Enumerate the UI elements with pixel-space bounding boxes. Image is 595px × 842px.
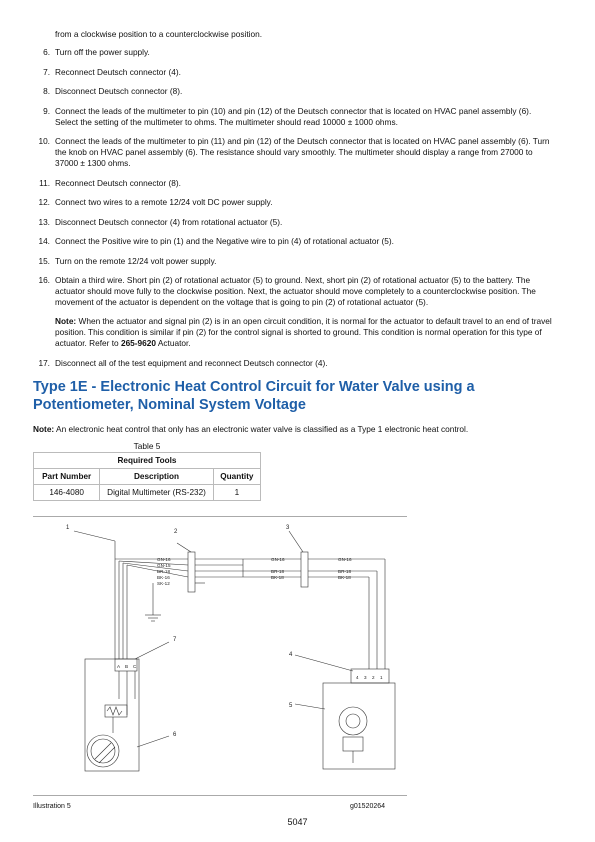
pin-label: 2 xyxy=(372,675,375,680)
section-heading: Type 1E - Electronic Heat Control Circuit for Water Valve using a Potentiometer, Nominal System Voltage xyxy=(33,379,475,413)
column-header: Part Number xyxy=(34,469,100,485)
step-number: 16. xyxy=(38,275,50,285)
step-15 xyxy=(28,256,553,267)
wire-label: BK-16 xyxy=(157,575,170,580)
step-number: 7. xyxy=(43,66,50,77)
step-number: 12. xyxy=(38,197,50,207)
step-number: 6. xyxy=(43,47,50,57)
wire-label: BK-18 xyxy=(271,575,284,580)
step-text: Connect the leads of the multimeter to pin (11) and pin (12) of the Deutsch connector that is located on HVAC panel assembly (6). Turn the knob on HVAC panel assembly (6). The resistance should vary smoothly. The multimeter should display a range from 27000 to 37000 ± 1300 ohms. xyxy=(55,136,550,168)
callout-6: 6 xyxy=(173,732,177,738)
step-number: 10. xyxy=(38,136,50,146)
table-cell: 1 xyxy=(213,485,260,501)
step-16 xyxy=(28,275,553,349)
step-text: Connect two wires to a remote 12/24 volt DC power supply. xyxy=(55,197,273,207)
pin-label: C xyxy=(133,664,137,669)
step-number: 15. xyxy=(38,255,50,266)
table-cell: Digital Multimeter (RS-232) xyxy=(100,485,214,501)
column-header: Description xyxy=(100,469,214,485)
note-text-end: Actuator. xyxy=(156,338,191,348)
page-number: 5047 xyxy=(287,817,308,827)
procedure-steps xyxy=(28,47,553,377)
step-text: Disconnect all of the test equipment and reconnect Deutsch connector (4). xyxy=(55,357,328,368)
wire-label: GN-16 xyxy=(338,557,352,562)
wiring-diagram xyxy=(33,519,407,791)
pin-label: B xyxy=(125,664,129,669)
divider xyxy=(33,516,407,517)
wire-label: SK-12 xyxy=(157,581,170,586)
step-11 xyxy=(28,178,553,189)
callout-5: 5 xyxy=(289,703,293,709)
callout-4: 4 xyxy=(289,652,293,658)
table-cell: 146-4080 xyxy=(34,485,100,501)
wire-label: GN-16 xyxy=(157,557,171,562)
step-number: 13. xyxy=(38,216,50,227)
callout-1: 1 xyxy=(66,525,70,531)
column-header: Quantity xyxy=(213,469,260,485)
step-17 xyxy=(28,358,553,369)
wire-label: GN-15 xyxy=(157,563,171,568)
step-7 xyxy=(28,67,553,78)
part-reference: 265-9620 xyxy=(120,338,157,348)
step-text: Disconnect Deutsch connector (8). xyxy=(55,86,183,96)
wire-label: GN-16 xyxy=(271,557,285,562)
step-text: Connect the leads of the multimeter to pin (10) and pin (12) of the Deutsch connector that is located on HVAC panel assembly (6). Select the setting of the multimeter to ohms. The multimeter should read 10000 ± 1000 ohms. xyxy=(55,105,532,127)
pin-label: 1 xyxy=(380,675,383,680)
divider xyxy=(33,795,407,796)
step-text: Turn on the remote 12/24 volt power supply. xyxy=(55,255,217,266)
step-number: 11. xyxy=(39,177,50,188)
note-label: Note: xyxy=(55,316,77,326)
note-text: An electronic heat control that only has an electronic water valve is classified as a Type 1 electronic heat control. xyxy=(54,424,469,434)
step-text: Connect the Positive wire to pin (1) and the Negative wire to pin (4) of rotational actuator (5). xyxy=(55,236,394,246)
step-10 xyxy=(28,136,553,169)
step-text: Reconnect Deutsch connector (4). xyxy=(55,66,181,77)
table-row xyxy=(34,485,261,501)
step-text: Obtain a third wire. Short pin (2) of rotational actuator (5) to ground. Next, short pin (2) of rotational actuator (5) to the battery. The actuator should move fully to the clockwise position. Next, the actuator should move completely to a counterclockwise position. The movement of the actuator is dependent on the voltage that is going to pin (2) of rotational actuator (5). xyxy=(55,275,536,307)
step-note xyxy=(55,316,553,349)
step-13 xyxy=(28,217,553,228)
step-number: 9. xyxy=(43,105,50,116)
table-title: Required Tools xyxy=(34,453,261,469)
wire-label: BR-18 xyxy=(157,569,171,574)
step-12 xyxy=(28,197,553,208)
step-text: Disconnect Deutsch connector (4) from rotational actuator (5). xyxy=(55,216,283,227)
step-number: 17. xyxy=(38,357,50,368)
step-body xyxy=(55,275,553,349)
wire-label: BK-18 xyxy=(338,575,351,580)
callout-2: 2 xyxy=(174,529,178,535)
callout-3: 3 xyxy=(286,525,290,531)
step-8 xyxy=(28,86,553,97)
section-note xyxy=(33,424,468,434)
callout-7: 7 xyxy=(173,637,177,643)
note-label: Note: xyxy=(33,424,55,434)
required-tools-table xyxy=(33,452,261,501)
image-id: g01520264 xyxy=(350,803,386,810)
pin-label: 4 xyxy=(356,675,359,680)
wire-label: BR-18 xyxy=(338,569,352,574)
step-14 xyxy=(28,236,553,247)
step-9 xyxy=(28,106,553,128)
wire-label: BR-18 xyxy=(271,569,285,574)
step-text: Reconnect Deutsch connector (8). xyxy=(55,177,181,188)
step-6 xyxy=(28,47,553,58)
step-text: Turn off the power supply. xyxy=(55,47,150,57)
pin-label: A xyxy=(117,664,121,669)
intro-text: from a clockwise position to a counterclockwise position. xyxy=(55,29,263,39)
table-caption: Table 5 xyxy=(133,441,161,451)
illustration-label: Illustration 5 xyxy=(33,803,71,810)
step-number: 14. xyxy=(38,236,50,246)
step-number: 8. xyxy=(43,86,50,96)
pin-label: 3 xyxy=(364,675,367,680)
note-text: When the actuator and signal pin (2) is in an open circuit condition, it is normal for the actuator to default travel to an end of travel position. This condition is similar if pin (2) for the control signal is shorted to ground. This condition is normal operation for this type of actuator. Refer to xyxy=(55,316,552,348)
